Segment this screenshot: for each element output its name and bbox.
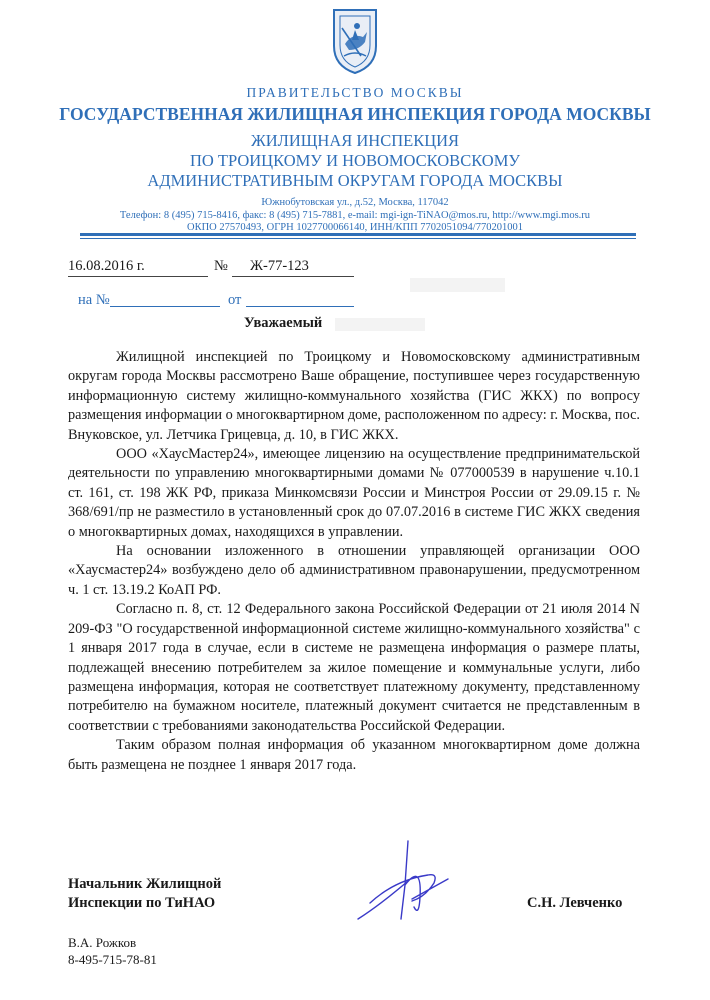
- signatory-position-line-2: Инспекции по ТиНАО: [68, 895, 216, 911]
- government-title: ПРАВИТЕЛЬСТВО МОСКВЫ: [246, 85, 464, 100]
- paragraph-1: Жилищной инспекцией по Троицкому и Новомосковскому административным округам города Москвы рассмотрено Ваше обращение, поступившее через государственную информационную систему жилищно-коммунального хозяйства (ГИС ЖКХ) по вопросу размещения информации о многоквартирном доме, расположенном по адресу: г. Москва, пос. Внуковское, ул. Летчика Грицевца, д. 10, в ГИС ЖКХ.: [68, 349, 640, 443]
- header-rule-thin: [80, 238, 636, 239]
- redacted-addressee: [410, 278, 505, 292]
- paragraph-5: Таким образом полная информация об указанном многоквартирном доме должна быть размещена не позднее 1 января 2017 года.: [68, 737, 640, 773]
- reply-number-underline: [110, 306, 220, 307]
- number-label: №: [214, 258, 228, 274]
- contacts-line: Телефон: 8 (495) 715-8416, факс: 8 (495) 715-7881, e-mail: mgi-ign-TiNAO@mos.ru, http://www.mgi.mos.ru: [119, 210, 591, 221]
- reply-date-underline: [246, 306, 354, 307]
- header-rule: [80, 233, 636, 236]
- reply-date-label: от: [228, 292, 242, 308]
- handwritten-signature: [350, 835, 460, 925]
- moscow-coat-of-arms-icon: [330, 6, 380, 76]
- greeting: Уважаемый: [244, 315, 323, 331]
- department-line-3: АДМИНИСТРАТИВНЫМ ОКРУГАМ ГОРОДА МОСКВЫ: [147, 171, 563, 190]
- executor-phone: 8-495-715-78-81: [68, 952, 157, 967]
- inspection-title: ГОСУДАРСТВЕННАЯ ЖИЛИЩНАЯ ИНСПЕКЦИЯ ГОРОДА МОСКВЫ: [59, 104, 651, 124]
- number-underline: [232, 276, 354, 277]
- letter-body: [68, 348, 640, 775]
- department-line-1: ЖИЛИЩНАЯ ИНСПЕКЦИЯ: [250, 131, 460, 150]
- letter-date: 16.08.2016 г.: [68, 258, 145, 274]
- redacted-recipient-name: [335, 318, 425, 331]
- paragraph-3: На основании изложенного в отношении управляющей организации ООО «Хаусмастер24» возбуждено дело об административном правонарушении, предусмотренном ч. 1 ст. 13.19.2 КоАП РФ.: [68, 543, 640, 598]
- paragraph-2: ООО «ХаусМастер24», имеющее лицензию на осуществление предпринимательской деятельности по управлению многоквартирными домами № 077000539 в нарушение ч.10.1 ст. 161, ст. 198 ЖК РФ, приказа Минкомсвязи России и Минстроя России от 29.09.15 г. № 368/691/пр не разместило в установленный срок до 07.07.2016 в системе ГИС ЖКХ сведения о многоквартирных домах, находящихся в управлении.: [68, 446, 640, 540]
- signatory-name: С.Н. Левченко: [527, 895, 623, 911]
- letter-number: Ж-77-123: [250, 258, 309, 274]
- department-line-2: ПО ТРОИЦКОМУ И НОВОМОСКОВСКОМУ: [189, 151, 521, 170]
- reply-to-label: на №: [78, 292, 110, 308]
- paragraph-4: Согласно п. 8, ст. 12 Федерального закона Российской Федерации от 21 июля 2014 N 209-ФЗ "О государственной информационной системе жилищно-коммунального хозяйства" с 1 января 2017 года в случае, если в системе не размещена информация о размере платы, подлежащей внесению потребителем за жилое помещение и коммунальные услуги, либо размещена информация, которая не соответствует платежному документу, представленному потребителю на бумажном носителе, платежный документ считается не представленным в соответствии с требованиями законодательства Российской Федерации.: [68, 601, 640, 734]
- date-underline: [68, 276, 208, 277]
- address-line: Южнобутовская ул., д.52, Москва, 117042: [261, 197, 449, 208]
- signatory-position-line-1: Начальник Жилищной: [68, 876, 222, 892]
- executor-name: В.А. Рожков: [68, 935, 137, 950]
- registry-line: ОКПО 27570493, ОГРН 1027700066140, ИНН/КПП 7702051094/770201001: [187, 222, 523, 233]
